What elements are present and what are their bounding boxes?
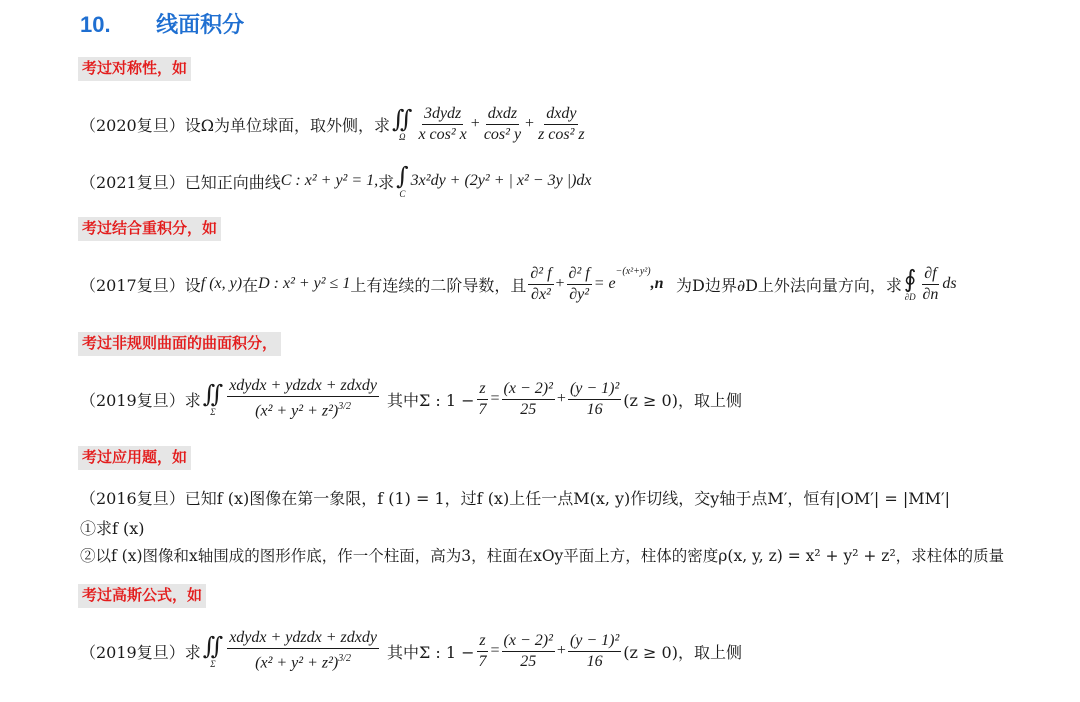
double-integral-symbol: ∬ Ω xyxy=(392,105,413,142)
problem-text: 上有连续的二阶导数，且 xyxy=(350,275,527,295)
contour-integral-symbol: ∮ ∂D xyxy=(903,265,917,302)
condition: (z ≥ 0)，取上侧 xyxy=(623,642,742,662)
region: D : x² + y² ≤ 1 xyxy=(258,275,351,292)
fraction: $\frac{\text{(y − 1)²}}{16}$ xyxy=(569,631,620,670)
curve-equation: C : x² + y² = 1, xyxy=(280,172,379,189)
integrand: 3x²dy + (2y² + | x² − 3y |)dx xyxy=(410,172,592,189)
problem-source: （2020复旦） xyxy=(80,115,185,135)
problem-2021 xyxy=(80,160,592,202)
line-integral-symbol: ∫ C xyxy=(396,162,409,199)
problem-source: （2021复旦） xyxy=(80,172,185,192)
problem-text: 为D边界∂D上外法向量方向，求 xyxy=(675,275,902,295)
problem-2016-line3 xyxy=(80,543,1004,567)
fraction: $\frac{\text{xdydx + ydzdx + zdxdy}}{(x^2 + y^2 + z^2)^{3/2}}$ xyxy=(229,377,377,420)
fraction: $\frac{\text{∂² f}}{\text{∂y²}}$ xyxy=(568,264,590,303)
fraction: $\frac{\text{(y − 1)²}}{16}$ xyxy=(569,379,620,418)
problem-2017: （2017复旦） 设 f (x, y) 在 D : x² + y² ≤ 1 上有连续的二阶导数，且 $\frac{\text{∂² f}}{\text{∂x²}}$ + $\frac{\text{∂² f}}{\text{∂y²}}$ = e −(x²+y²) ,n⃗ 为D边界∂D上外法向量方向，求 ∮ ∂D $\frac{\partial f}{\partial n}$ ds xyxy=(80,264,957,303)
fraction: $\frac{\text{dxdy}}{\text{z cos² z}}$ xyxy=(538,104,585,143)
problem-2019-b: （2019复旦） 求 ∬ Σ $\frac{\text{xdydx + ydzdx + zdxdy}}{(x^2 + y^2 + z^2)^{3/2}}$ 其中Σ : 1 − $\frac{z}{7}$ = $\frac{\text{(x − 2)²}}{25}$ + $\frac{\text{(y − 1)²}}{16}$ (z ≥ 0)，取上侧 xyxy=(80,629,742,672)
topic-tag-irregular-surface: 考过非规则曲面的曲面积分， xyxy=(78,332,281,356)
problem-text: 设Ω为单位球面，取外侧，求 xyxy=(184,115,391,135)
surface-integral-symbol: ∬ Σ xyxy=(202,380,224,417)
problem-source: （2017复旦） xyxy=(80,275,185,295)
section-heading xyxy=(80,8,244,40)
problem-text: 其中Σ : 1 − xyxy=(386,642,475,662)
problem-text: 已知正向曲线 xyxy=(184,172,281,192)
problem-text: 其中Σ : 1 − xyxy=(386,390,475,410)
problem-text: 求 xyxy=(184,390,201,410)
fraction: $\frac{\text{xdydx + ydzdx + zdxdy}}{(x^2 + y^2 + z^2)^{3/2}}$ xyxy=(229,629,377,672)
problem-source: （2019复旦） xyxy=(80,642,185,662)
fraction: $\frac{\text{dxdz}}{\text{cos² y}}$ xyxy=(483,104,522,143)
problem-2019-a: （2019复旦） 求 ∬ Σ $\frac{\text{xdydx + ydzdx + zdxdy}}{(x^2 + y^2 + z^2)^{3/2}}$ 其中Σ : 1 − $\frac{z}{7}$ = $\frac{\text{(x − 2)²}}{25}$ + $\frac{\text{(y − 1)²}}{16}$ (z ≥ 0)，取上侧 xyxy=(80,377,742,420)
ds: ds xyxy=(942,275,957,292)
fraction: $\frac{\text{3dydz}}{\text{x cos² x}}$ xyxy=(418,104,467,143)
problem-2016-line1 xyxy=(80,485,950,509)
problem-text: 设 xyxy=(184,275,201,295)
problem-text: 求 xyxy=(184,642,201,662)
fraction: $\frac{\text{(x − 2)²}}{25}$ xyxy=(503,379,553,418)
equation-rhs: = e xyxy=(593,275,616,292)
condition: (z ≥ 0)，取上侧 xyxy=(623,390,742,410)
function: f (x, y) xyxy=(200,275,243,292)
problem-source: （2016复旦） xyxy=(80,488,185,508)
surface-integral-symbol: ∬ Σ xyxy=(202,632,224,669)
exponent: −(x²+y²) xyxy=(615,266,651,277)
problem-text: ①求f (x) xyxy=(80,518,145,538)
fraction: $\frac{\partial f}{\partial n}$ xyxy=(922,264,939,303)
problem-text: 在 xyxy=(242,275,259,295)
topic-tag-double-integral: 考过结合重积分，如 xyxy=(78,217,221,241)
problem-source: （2019复旦） xyxy=(80,390,185,410)
fraction: $\frac{z}{7}$ xyxy=(478,379,487,418)
problem-text: 已知f (x)图像在第一象限，f (1) = 1，过f (x)上任一点M(x, y)作切线，交y轴于点M′，恒有|OM′| = |MM′| xyxy=(184,488,951,508)
section-title: 线面积分 xyxy=(156,12,245,37)
problem-text: ②以f (x)图像和x轴围成的图形作底，作一个柱面，高为3，柱面在xOy平面上方，柱体的密度ρ(x, y, z) = x² + y² + z²，求柱体的质量 xyxy=(80,547,1005,565)
fraction: $\frac{\text{∂² f}}{\text{∂x²}}$ xyxy=(530,264,552,303)
problem-text: 求 xyxy=(378,172,395,192)
section-number: 10. xyxy=(80,12,111,37)
topic-tag-application: 考过应用题，如 xyxy=(78,446,191,470)
problem-2020: （2020复旦） 设Ω为单位球面，取外侧，求 ∬ Ω $\frac{\text{3dydz}}{\text{x cos² x}}$ + $\frac{\text{dxdz}}{\text{cos² y}}$ + $\frac{\text{dxdy}}{\text{z cos² z}}$ xyxy=(80,104,585,143)
problem-2016-line2 xyxy=(80,515,145,539)
fraction: $\frac{z}{7}$ xyxy=(478,631,487,670)
fraction: $\frac{\text{(x − 2)²}}{25}$ xyxy=(503,631,553,670)
topic-tag-symmetry: 考过对称性，如 xyxy=(78,57,191,81)
topic-tag-gauss: 考过高斯公式，如 xyxy=(78,584,206,608)
